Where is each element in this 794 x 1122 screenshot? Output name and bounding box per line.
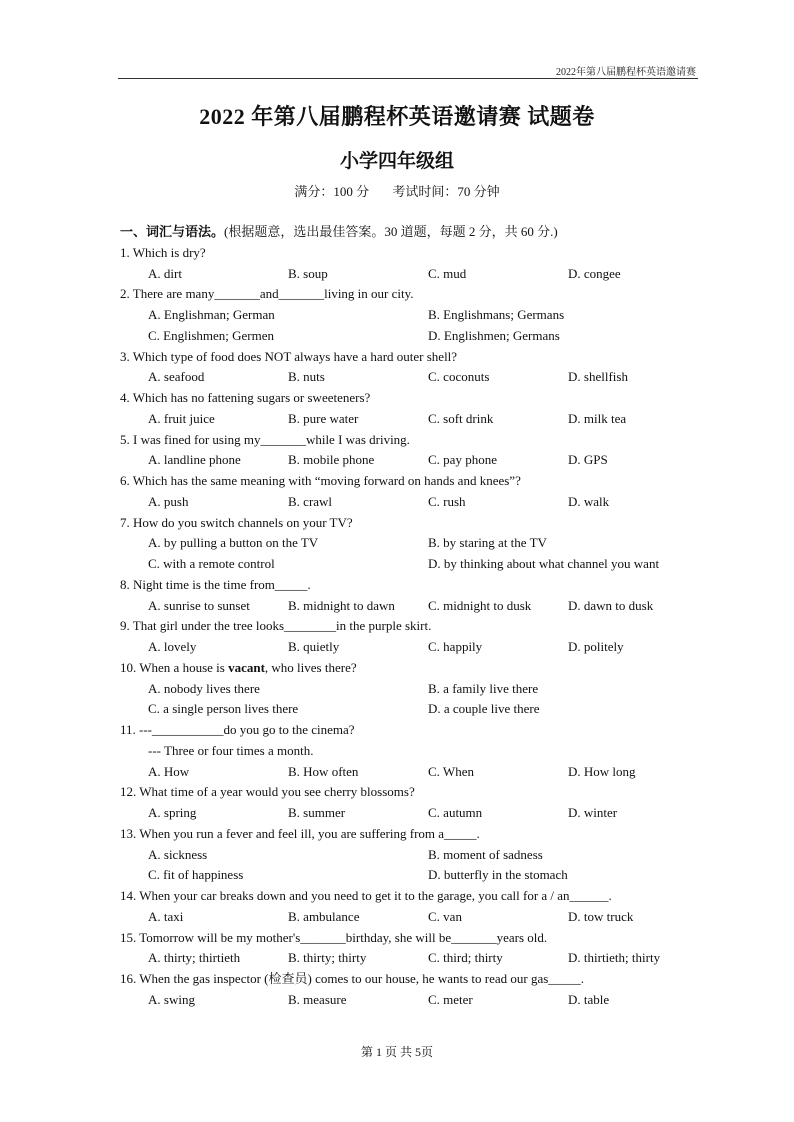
answer-option: A. push (148, 493, 189, 509)
answer-option: B. nuts (288, 369, 325, 385)
options-row (120, 990, 700, 1011)
answer-option: A. How (148, 763, 190, 779)
answer-option: A. sunrise to sunset (148, 597, 250, 613)
options-row (120, 679, 700, 700)
answer-option: D. politely (568, 639, 624, 654)
answer-option: C. autumn (428, 805, 483, 820)
options-row (120, 803, 700, 824)
answer-option: D. congee (568, 265, 621, 281)
answer-option: B. quietly (288, 639, 340, 654)
page-footer: 第 1 页 共 5页 (360, 1045, 433, 1059)
answer-option: C. When (428, 763, 474, 779)
answer-option: B. pure water (288, 410, 359, 426)
answer-option: D. a couple live there (428, 701, 540, 717)
answer-option: C. van (428, 908, 462, 924)
options-row (120, 492, 700, 513)
answer-option: B. ambulance (288, 908, 360, 924)
question-stem: 6. Which has the same meaning with “moving forward on hands and knees”? (120, 473, 521, 488)
question-stem: 5. I was fined for using my_______while I was driving. (120, 431, 410, 447)
answer-option: A. lovely (148, 639, 197, 654)
answer-option: C. pay phone (428, 452, 497, 468)
answer-option: A. landline phone (148, 452, 241, 468)
question-stem: 1. Which is dry? (120, 244, 206, 260)
answer-option: D. winter (568, 805, 618, 820)
answer-option: C. mud (428, 265, 467, 281)
answer-option: D. milk tea (568, 410, 627, 426)
question-stem: 16. When the gas inspector (检查员) comes to our house, he wants to read our gas_____. (120, 971, 585, 986)
question-reply: --- Three or four times a month. (148, 742, 314, 758)
options-row (120, 450, 700, 471)
options-row (120, 762, 700, 783)
answer-option: A. taxi (148, 908, 184, 924)
question-stem: 8. Night time is the time from_____. (120, 576, 311, 592)
question-stem-text: , who lives there? (264, 659, 357, 675)
question-stem: 11. ---___________do you go to the cinema? (120, 722, 355, 737)
question-section (120, 222, 700, 1011)
answer-option: A. by pulling a button on the TV (148, 535, 319, 551)
question-stem-text: 10. When a house is (120, 659, 229, 675)
answer-option: B. crawl (288, 493, 333, 509)
answer-option: C. fit of happiness (148, 867, 244, 883)
running-header: 2022年第八届鹏程杯英语邀请赛 (556, 67, 696, 78)
question-stem: 3. Which type of food does NOT always have a hard outer shell? (120, 348, 458, 364)
question-stem: 7. How do you switch channels on your TV? (120, 514, 353, 530)
answer-option: C. coconuts (428, 369, 490, 385)
answer-option: C. happily (428, 639, 483, 654)
exam-subtitle: 小学四年级组 (339, 151, 454, 172)
question-stem: 2. There are many_______and_______living in our city. (120, 286, 414, 302)
answer-option: D. tow truck (568, 908, 634, 924)
section-title: 一、词汇与语法。 (120, 224, 225, 239)
options-row (120, 948, 700, 969)
time-text: 考试时间：70 分钟 (392, 184, 500, 199)
answer-option: B. thirty; thirty (288, 950, 367, 966)
answer-option: B. moment of sadness (428, 846, 543, 862)
answer-option: A. sickness (148, 846, 208, 862)
answer-option: C. soft drink (428, 410, 494, 426)
answer-option: A. swing (148, 991, 195, 1007)
options-row (120, 865, 700, 886)
answer-option: C. a single person lives there (148, 701, 299, 717)
options-row (120, 554, 700, 575)
answer-option: D. GPS (568, 452, 608, 468)
options-row (120, 326, 700, 347)
section-instructions: (根据题意，选出最佳答案。30 道题，每题 2 分，共 60 分.) (224, 224, 558, 239)
answer-option: B. midnight to dawn (288, 597, 395, 613)
answer-option: B. soup (288, 265, 328, 281)
options-row (120, 533, 700, 554)
answer-option: A. dirt (148, 265, 182, 281)
answer-option: C. third; thirty (428, 950, 503, 966)
answer-option: D. by thinking about what channel you want (428, 556, 660, 571)
options-row (120, 367, 700, 388)
options-row (120, 305, 700, 326)
exam-title: 2022 年第八届鹏程杯英语邀请赛 试题卷 (199, 104, 595, 129)
options-row (120, 699, 700, 720)
options-row (120, 845, 700, 866)
answer-option: D. How long (568, 763, 636, 779)
answer-option: B. How often (288, 763, 359, 779)
answer-option: A. Englishman; German (148, 307, 275, 322)
options-row (120, 409, 700, 430)
answer-option: D. thirtieth; thirty (568, 950, 661, 966)
score-text: 满分：100 分 (294, 184, 370, 199)
answer-option: B. summer (288, 805, 346, 820)
answer-option: C. Englishmen; Germen (148, 327, 275, 343)
answer-option: B. measure (288, 991, 347, 1007)
answer-option: A. nobody lives there (148, 680, 260, 696)
answer-option: D. walk (568, 493, 610, 509)
options-row (120, 637, 700, 658)
answer-option: A. fruit juice (148, 410, 215, 426)
answer-option: A. seafood (148, 369, 205, 385)
answer-option: C. meter (428, 991, 473, 1007)
answer-option: C. with a remote control (148, 556, 275, 571)
answer-option: C. rush (428, 493, 466, 509)
answer-option: B. mobile phone (288, 452, 375, 468)
question-stem: 9. That girl under the tree looks________in the purple skirt. (120, 618, 432, 634)
options-row (120, 264, 700, 285)
question-stem: 13. When you run a fever and feel ill, you are suffering from a_____. (120, 825, 480, 841)
answer-option: C. midnight to dusk (428, 597, 532, 613)
answer-option: D. Englishmen; Germans (428, 327, 560, 343)
exam-meta (0, 181, 794, 200)
options-row (120, 907, 700, 928)
question-stem: 12. What time of a year would you see cherry blossoms? (120, 784, 415, 800)
question-stem (120, 658, 700, 679)
question-keyword: vacant (228, 659, 265, 675)
answer-option: D. butterfly in the stomach (428, 867, 568, 883)
answer-option: B. by staring at the TV (428, 535, 547, 551)
answer-option: B. a family live there (428, 680, 539, 696)
question-stem: 14. When your car breaks down and you need to get it to the garage, you call for a / an______. (120, 888, 612, 903)
answer-option: D. dawn to dusk (568, 597, 654, 613)
answer-option: A. thirty; thirtieth (148, 950, 241, 966)
header-rule (118, 78, 698, 79)
section-heading (120, 222, 700, 243)
options-row (120, 596, 700, 617)
question-stem: 4. Which has no fattening sugars or sweeteners? (120, 390, 371, 405)
answer-option: A. spring (148, 805, 197, 820)
answer-option: D. shellfish (568, 369, 628, 385)
answer-option: B. Englishmans; Germans (428, 307, 565, 322)
answer-option: D. table (568, 991, 610, 1007)
question-stem: 15. Tomorrow will be my mother's_______birthday, she will be_______years old. (120, 929, 548, 945)
